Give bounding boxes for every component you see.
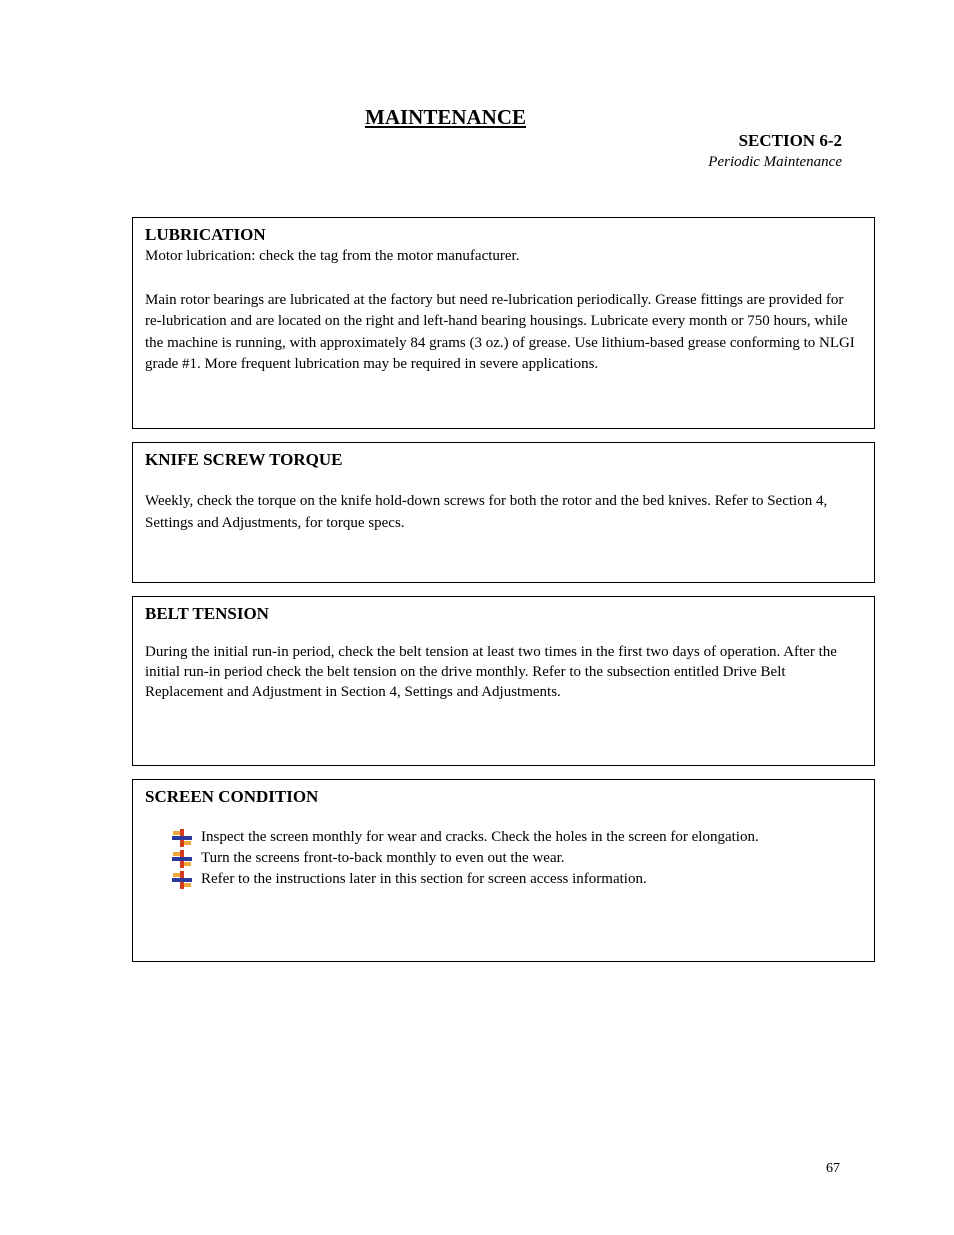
section-subtitle: Periodic Maintenance — [708, 154, 842, 170]
cross-bullet-icon — [172, 829, 192, 847]
belt-tension-text: During the initial run-in period, check the belt tension at least two times in the first two days of operation. After the initial run-in period check the belt tension on the drive monthly. Refer to the subsection entitled Drive Belt Replacement and Adjustment in Section 4, Settings and Adjustments. — [145, 644, 837, 700]
list-item — [172, 827, 862, 848]
cross-bullet-icon — [172, 871, 192, 889]
knife-screw-torque-box — [132, 442, 875, 583]
screen-condition-item-text: Inspect the screen monthly for wear and cracks. Check the holes in the screen for elongation. — [201, 829, 759, 845]
page-title: MAINTENANCE — [365, 105, 527, 129]
lubrication-box — [132, 217, 875, 429]
section-header — [708, 130, 842, 172]
screen-condition-item-text: Refer to the instructions later in this section for screen access information. — [201, 871, 647, 887]
lubrication-bearings-text: Main rotor bearings are lubricated at the factory but need re-lubrication periodically. Grease fittings are provided for re-lubrication and are located on the right and left-hand bearing housings. Lubricate every month or 750 hours, while the machine is running, with approximately 84 grams (3 oz.) of grease. Use lithium-based grease conforming to NLGI grade #1. More frequent lubrication may be required in severe applications. — [145, 291, 855, 372]
knife-screw-torque-heading: KNIFE SCREW TORQUE — [145, 450, 343, 469]
list-item — [172, 848, 862, 869]
belt-tension-heading: BELT TENSION — [145, 604, 269, 623]
section-number: SECTION 6-2 — [738, 131, 842, 150]
screen-condition-item-text: Turn the screens front-to-back monthly to even out the wear. — [201, 850, 565, 866]
lubrication-heading: LUBRICATION — [145, 225, 266, 244]
page-number: 67 — [826, 1161, 840, 1176]
lubrication-motor-text: Motor lubrication: check the tag from the motor manufacturer. — [145, 248, 520, 264]
knife-screw-torque-text: Weekly, check the torque on the knife hold-down screws for both the rotor and the bed knives. Refer to Section 4, Settings and Adjustments, for torque specs. — [145, 493, 828, 531]
screen-condition-box — [132, 779, 875, 962]
screen-condition-heading: SCREEN CONDITION — [145, 787, 319, 806]
cross-bullet-icon — [172, 850, 192, 868]
list-item — [172, 869, 862, 890]
belt-tension-box — [132, 596, 875, 766]
screen-condition-list — [145, 827, 862, 890]
